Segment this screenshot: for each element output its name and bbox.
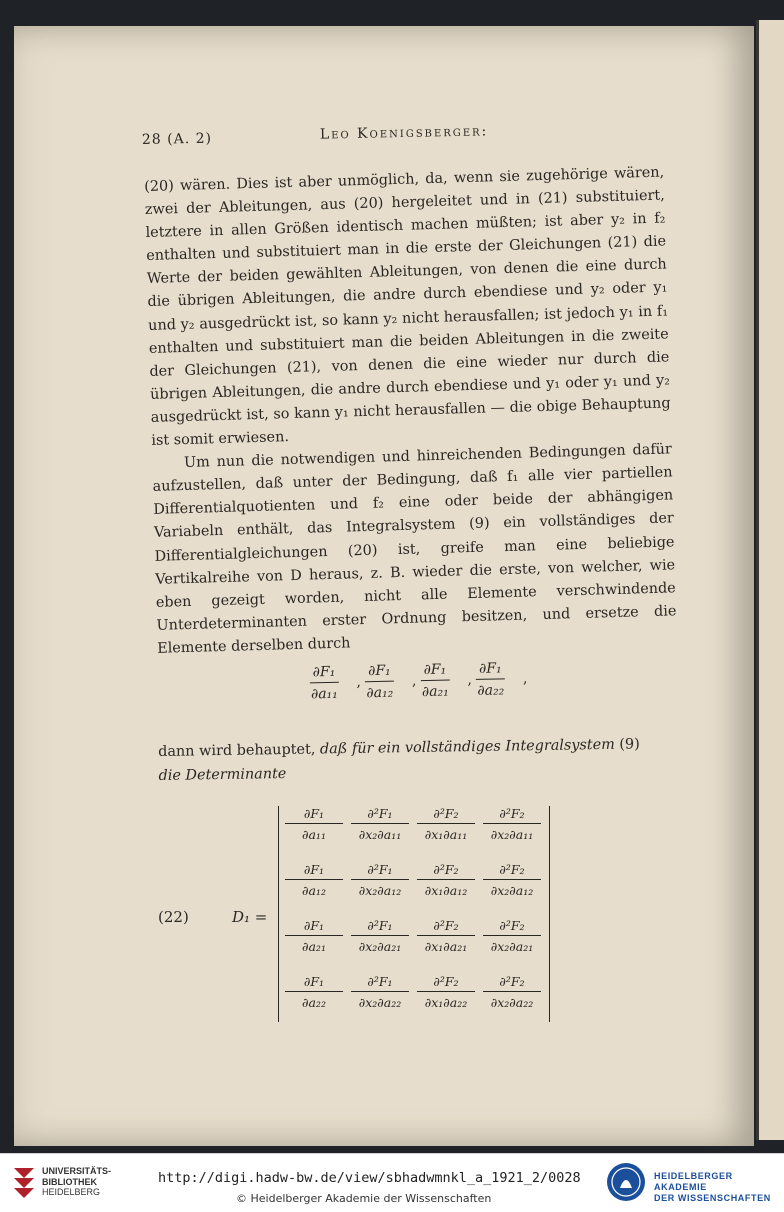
claim-text: dann wird behauptet, daß für ein vollständiges Integralsystem (9) die Determinante <box>158 736 640 784</box>
fraction: $\frac{\text{∂F₁}}{\text{∂a₂₁}}$ <box>421 661 449 701</box>
matrix-row <box>279 806 549 860</box>
equation-number: (22) <box>158 908 189 926</box>
fraction: $\frac{\text{∂F₁}}{\text{∂a₁₂}}$ <box>366 662 394 702</box>
paragraph: Um nun die notwendigen und hinreichenden Bedingungen dafür aufzustellen, daß unter der Bedingung, daß f₁ alle vier partiellen Differentialquotienten und f₂ eine oder beide der abhängigen Variabeln enthält, das Integralsystem (9) ein vollständiges der Differentialgleichungen (20) ist, greife man eine beliebige Vertikalreihe von D heraus, z. B. wieder die erste, von welcher, wie eben gezeigt worden, nicht alle Elemente verschwindende Unterdeterminanten erster Ordnung besitzen, und ersetze die Elemente derselben durch <box>152 441 677 657</box>
determinant-matrix <box>278 806 550 1022</box>
paragraph: (20) wären. Dies ist aber unmöglich, da, wenn sie zugehörige wären, zwei der Ableitungen, aus (20) hergeleitet und in (21) substituiert, letztere in allen Größen identisch machen müßten; ist aber y₂ in f₂ enthalten und substituiert man in die erste der Gleichungen (21) die Werte der beiden gewählten Ableitungen, von denen die eine durch die übrigen Ableitungen, die andre durch ebendiese und y₂ oder y₁ und y₂ ausgedrückt ist, so kann y₂ nicht herausfallen; ist jedoch y₁ in f₁ enthalten und substituiert man die beiden Ableitungen in die zweite der Gleichungen (21), von denen die eine wieder nur durch die übrigen Ableitungen, die andre durch ebendiese und y₁ oder y₁ und y₂ ausgedrückt ist, so kann y₁ nicht herausfallen — die obige Behauptung ist somit erwiesen. <box>144 164 671 449</box>
matrix-cell: ∂²F₁ ∂x₂∂a₁₁ <box>347 806 413 842</box>
viewer-footer <box>0 1153 784 1212</box>
equation-lhs: D₁ = <box>232 908 268 926</box>
matrix-cell: ∂²F₁ ∂x₂∂a₂₁ <box>347 918 413 954</box>
matrix-row <box>279 974 549 1028</box>
fraction-list: $\frac{\text{∂F₁}}{\text{∂a₁₁}}$ , $\frac{\text{∂F₁}}{\text{∂a₁₂}}$ , $\frac{\text{∂F₁}}{\text{∂a₂₁}}$ , $\frac{\text{∂F₁}}{\text{∂a₂₂}}$ , <box>310 660 528 703</box>
matrix-cell: ∂²F₂ ∂x₂∂a₁₂ <box>479 862 545 898</box>
page-number: 28 (A. 2) <box>141 130 213 148</box>
matrix-cell: ∂²F₂ ∂x₂∂a₁₁ <box>479 806 545 842</box>
running-author: Leo Koenigsberger: <box>319 123 489 143</box>
matrix-cell: ∂²F₁ ∂x₂∂a₂₂ <box>347 974 413 1010</box>
matrix-row <box>279 862 549 916</box>
matrix-row <box>279 918 549 972</box>
matrix-cell: ∂F₁ ∂a₂₂ <box>281 974 347 1010</box>
matrix-cell: ∂F₁ ∂a₁₁ <box>281 806 347 842</box>
copyright-notice: © Heidelberger Akademie der Wissenschaften <box>236 1192 492 1205</box>
matrix-cell: ∂F₁ ∂a₁₂ <box>281 862 347 898</box>
matrix-cell: ∂²F₂ ∂x₁∂a₂₂ <box>413 974 479 1010</box>
university-library-logo-icon <box>10 1164 38 1202</box>
matrix-cell: ∂F₁ ∂a₂₁ <box>281 918 347 954</box>
matrix-cell: ∂²F₂ ∂x₁∂a₁₁ <box>413 806 479 842</box>
matrix-cell: ∂²F₂ ∂x₂∂a₂₁ <box>479 918 545 954</box>
matrix-cell: ∂²F₂ ∂x₂∂a₂₂ <box>479 974 545 1010</box>
next-page-edge <box>756 20 784 1140</box>
fraction: $\frac{\text{∂F₁}}{\text{∂a₁₁}}$ <box>310 663 338 703</box>
body-text <box>144 161 677 660</box>
matrix-cell: ∂²F₂ ∂x₁∂a₂₁ <box>413 918 479 954</box>
matrix-cell: ∂²F₂ ∂x₁∂a₁₂ <box>413 862 479 898</box>
matrix-cell: ∂²F₁ ∂x₂∂a₁₂ <box>347 862 413 898</box>
academy-seal-icon <box>606 1162 646 1202</box>
permalink-url[interactable]: http://digi.hadw-bw.de/view/sbhadwmnkl_a_1921_2/0028 <box>158 1170 581 1186</box>
fraction: $\frac{\text{∂F₁}}{\text{∂a₂₂}}$ <box>477 660 505 699</box>
academy-name: HEIDELBERGER AKADEMIE DER WISSENSCHAFTEN <box>654 1171 771 1203</box>
library-name: UNIVERSITÄTS- BIBLIOTHEK HEIDELBERG <box>42 1166 112 1197</box>
